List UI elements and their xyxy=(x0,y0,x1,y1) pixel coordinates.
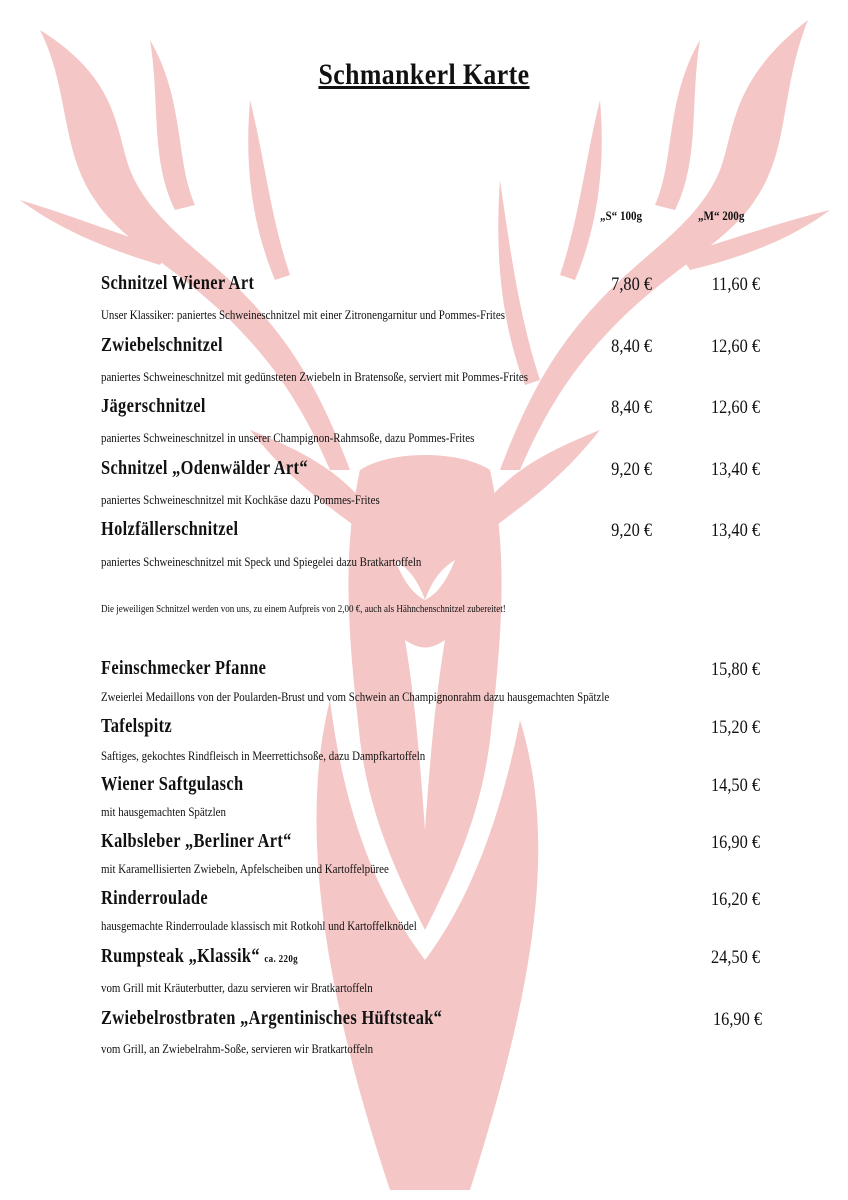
price-small: 8,40 € xyxy=(611,336,652,357)
dish-name: Jägerschnitzel xyxy=(101,395,206,417)
size-header-medium: „M“ 200g xyxy=(698,208,745,223)
price-small: 9,20 € xyxy=(611,520,652,541)
price: 24,50 € xyxy=(710,947,760,968)
price: 15,80 € xyxy=(710,659,760,680)
price-medium: 12,60 € xyxy=(710,336,760,357)
dish-name: Schnitzel Wiener Art xyxy=(101,272,255,294)
dish-description: vom Grill, an Zwiebelrahm-Soße, servieren wir Bratkartoffeln xyxy=(101,1041,374,1056)
price-small: 9,20 € xyxy=(611,459,652,480)
page-title: Schmankerl Karte xyxy=(318,58,530,91)
price-small: 8,40 € xyxy=(611,397,652,418)
dish-name: Holzfällerschnitzel xyxy=(101,518,239,540)
price: 16,90 € xyxy=(712,1009,762,1030)
dish-name xyxy=(101,945,298,968)
dish-description: paniertes Schweineschnitzel mit Speck und Spiegelei dazu Bratkartoffeln xyxy=(101,554,422,569)
dish-description: paniertes Schweineschnitzel in unserer Champignon-Rahmsoße, dazu Pommes-Frites xyxy=(101,430,475,445)
dish-description: mit hausgemachten Spätzlen xyxy=(101,804,226,819)
dish-name: Zwiebelschnitzel xyxy=(101,334,223,356)
dish-name-text: Rumpsteak „Klassik“ xyxy=(101,945,260,967)
dish-weight-note: ca. 220g xyxy=(264,953,299,965)
dish-description: paniertes Schweineschnitzel mit gedünsteten Zwiebeln in Bratensoße, serviert mit Pommes-Frites xyxy=(101,369,528,384)
size-header-small: „S“ 100g xyxy=(600,208,643,223)
dish-description: mit Karamellisierten Zwiebeln, Apfelscheiben und Kartoffelpüree xyxy=(101,861,389,876)
price-medium: 12,60 € xyxy=(710,397,760,418)
schnitzel-notice: Die jeweiligen Schnitzel werden von uns, zu einem Aufpreis von 2,00 €, auch als Hähnchenschnitzel zubereitet! xyxy=(101,603,506,615)
dish-description: vom Grill mit Kräuterbutter, dazu servieren wir Bratkartoffeln xyxy=(101,980,373,995)
dish-name: Zwiebelrostbraten „Argentinisches Hüftsteak“ xyxy=(101,1007,443,1029)
price: 16,20 € xyxy=(710,889,760,910)
dish-name: Schnitzel „Odenwälder Art“ xyxy=(101,457,308,479)
price-medium: 13,40 € xyxy=(710,520,760,541)
price: 14,50 € xyxy=(710,775,760,796)
dish-description: hausgemachte Rinderroulade klassisch mit Rotkohl und Kartoffelknödel xyxy=(101,918,417,933)
price-medium: 11,60 € xyxy=(711,274,760,295)
dish-description: Unser Klassiker: paniertes Schweineschnitzel mit einer Zitronengarnitur und Pommes-Frites xyxy=(101,307,505,322)
price-medium: 13,40 € xyxy=(710,459,760,480)
dish-description: Saftiges, gekochtes Rindfleisch in Meerrettichsoße, dazu Dampfkartoffeln xyxy=(101,748,426,763)
price: 15,20 € xyxy=(710,717,760,738)
dish-name: Tafelspitz xyxy=(101,715,173,737)
dish-name: Feinschmecker Pfanne xyxy=(101,657,267,679)
dish-name: Wiener Saftgulasch xyxy=(101,773,244,795)
price: 16,90 € xyxy=(710,832,760,853)
dish-name: Rinderroulade xyxy=(101,887,208,909)
dish-description: Zweierlei Medaillons von der Poularden-Brust und vom Schwein an Champignonrahm dazu hausgemachten Spätzle xyxy=(101,689,610,704)
dish-description: paniertes Schweineschnitzel mit Kochkäse dazu Pommes-Frites xyxy=(101,492,380,507)
price-small: 7,80 € xyxy=(611,274,652,295)
dish-name: Kalbsleber „Berliner Art“ xyxy=(101,830,292,852)
